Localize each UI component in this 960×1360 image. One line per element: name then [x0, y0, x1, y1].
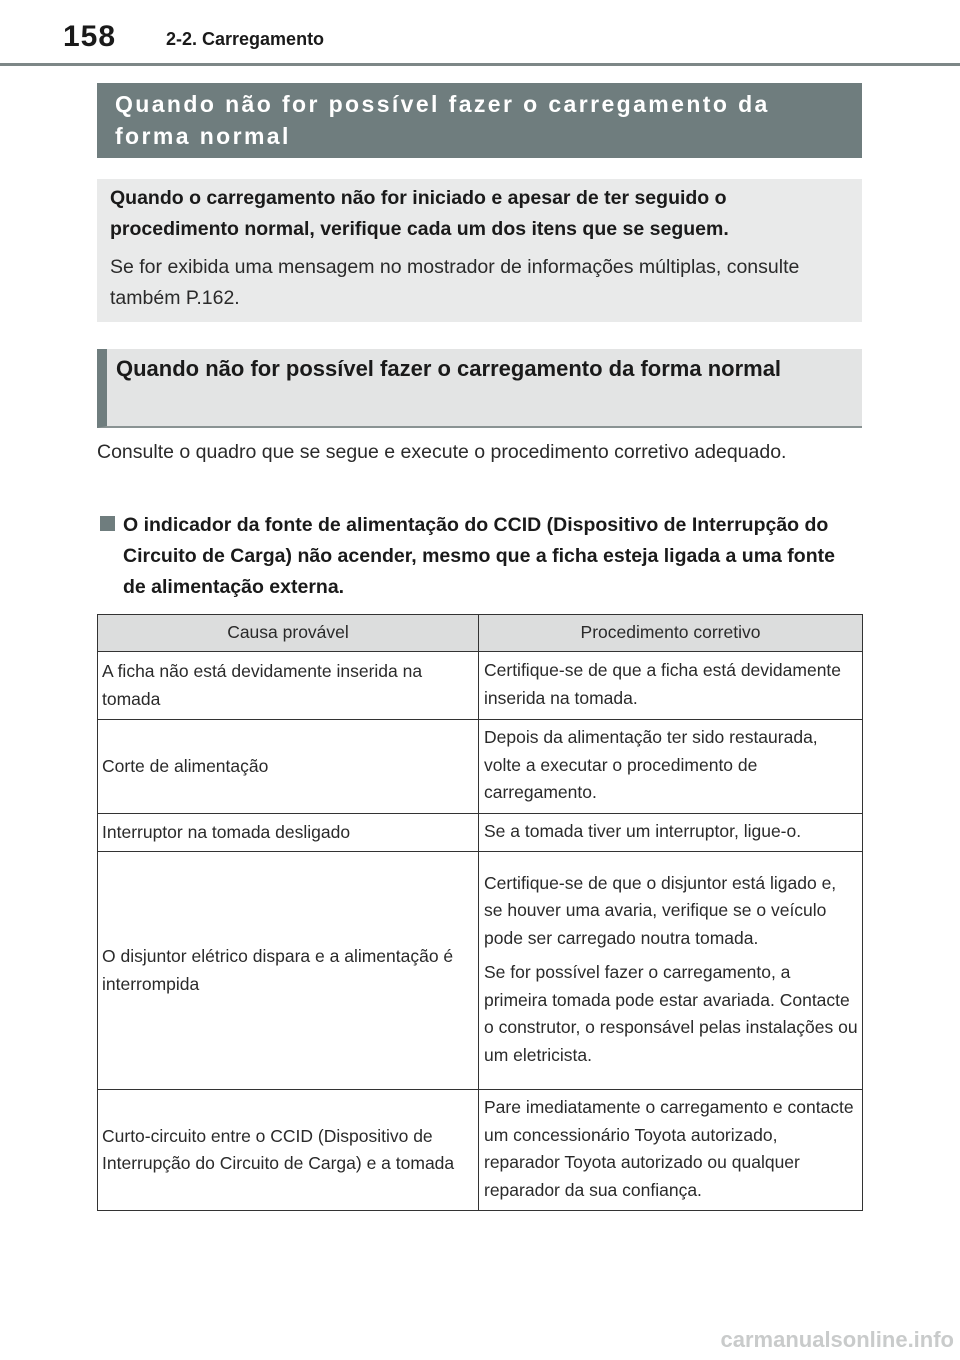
table-cell-procedure — [479, 720, 863, 814]
header-divider — [0, 63, 960, 66]
bullet-heading — [97, 510, 862, 603]
procedure-paragraph: Certifique-se de que a ficha está devidamente inserida na tomada. — [484, 660, 842, 708]
table-header-row — [98, 615, 863, 652]
table-cell-procedure — [479, 1090, 863, 1211]
subsection-heading: Quando não for possível fazer o carregamento da forma normal — [97, 349, 862, 428]
procedure-paragraph: Se for possível fazer o carregamento, a primeira tomada pode estar avariada. Contacte o construtor, o responsável pelas instalações ou um eletricista. — [484, 962, 858, 1065]
square-bullet-icon — [100, 516, 115, 531]
bullet-heading-text: O indicador da fonte de alimentação do CCID (Dispositivo de Interrupção do Circuito de Carga) não acender, mesmo que a ficha esteja ligada a uma fonte de alimentação externa. — [123, 514, 835, 598]
table-row — [98, 720, 863, 814]
watermark: carmanualsonline.info — [720, 1327, 954, 1352]
table-row — [98, 1090, 863, 1211]
intro-bold-text: Quando o carregamento não for iniciado e apesar de ter seguido o procedimento normal, verifique cada um dos itens que se seguem. — [110, 187, 729, 240]
table-cell-cause: O disjuntor elétrico dispara e a alimentação é interrompida — [98, 852, 479, 1090]
intro-box — [97, 179, 862, 322]
table-cell-cause: Curto-circuito entre o CCID (Dispositivo de Interrupção do Circuito de Carga) e a tomada — [98, 1090, 479, 1211]
table-cell-procedure — [479, 652, 863, 720]
chapter-title: 2-2. Carregamento — [166, 29, 325, 49]
table-header-procedure: Procedimento corretivo — [479, 615, 863, 652]
body-text: Consulte o quadro que se segue e execute o procedimento corretivo adequado. — [97, 441, 787, 463]
section-banner: Quando não for possível fazer o carregamento da forma normal — [97, 83, 862, 158]
procedure-paragraph: Pare imediatamente o carregamento e contacte um concessionário Toyota autorizado, reparador Toyota autorizado ou qualquer reparador da sua confiança. — [484, 1097, 854, 1200]
table-cell-procedure — [479, 814, 863, 852]
table-row — [98, 852, 863, 1090]
procedure-paragraph: Se a tomada tiver um interruptor, ligue-o. — [484, 820, 802, 841]
table-cell-cause: A ficha não está devidamente inserida na tomada — [98, 652, 479, 720]
table-cell-cause: Corte de alimentação — [98, 720, 479, 814]
procedure-paragraph: Depois da alimentação ter sido restaurada, volte a executar o procedimento de carregamento. — [484, 727, 818, 803]
table-row — [98, 652, 863, 720]
table-header-cause: Causa provável — [98, 615, 479, 652]
intro-text: Se for exibida uma mensagem no mostrador de informações múltiplas, consulte também P.162. — [110, 256, 800, 309]
table-cell-cause: Interruptor na tomada desligado — [98, 814, 479, 852]
page-number: 158 — [63, 20, 117, 53]
table-row — [98, 814, 863, 852]
table-cell-procedure — [479, 852, 863, 1090]
causes-table — [97, 614, 863, 1211]
procedure-paragraph: Certifique-se de que o disjuntor está ligado e, se houver uma avaria, verifique se o veículo pode ser carregado noutra tomada. — [484, 872, 837, 948]
